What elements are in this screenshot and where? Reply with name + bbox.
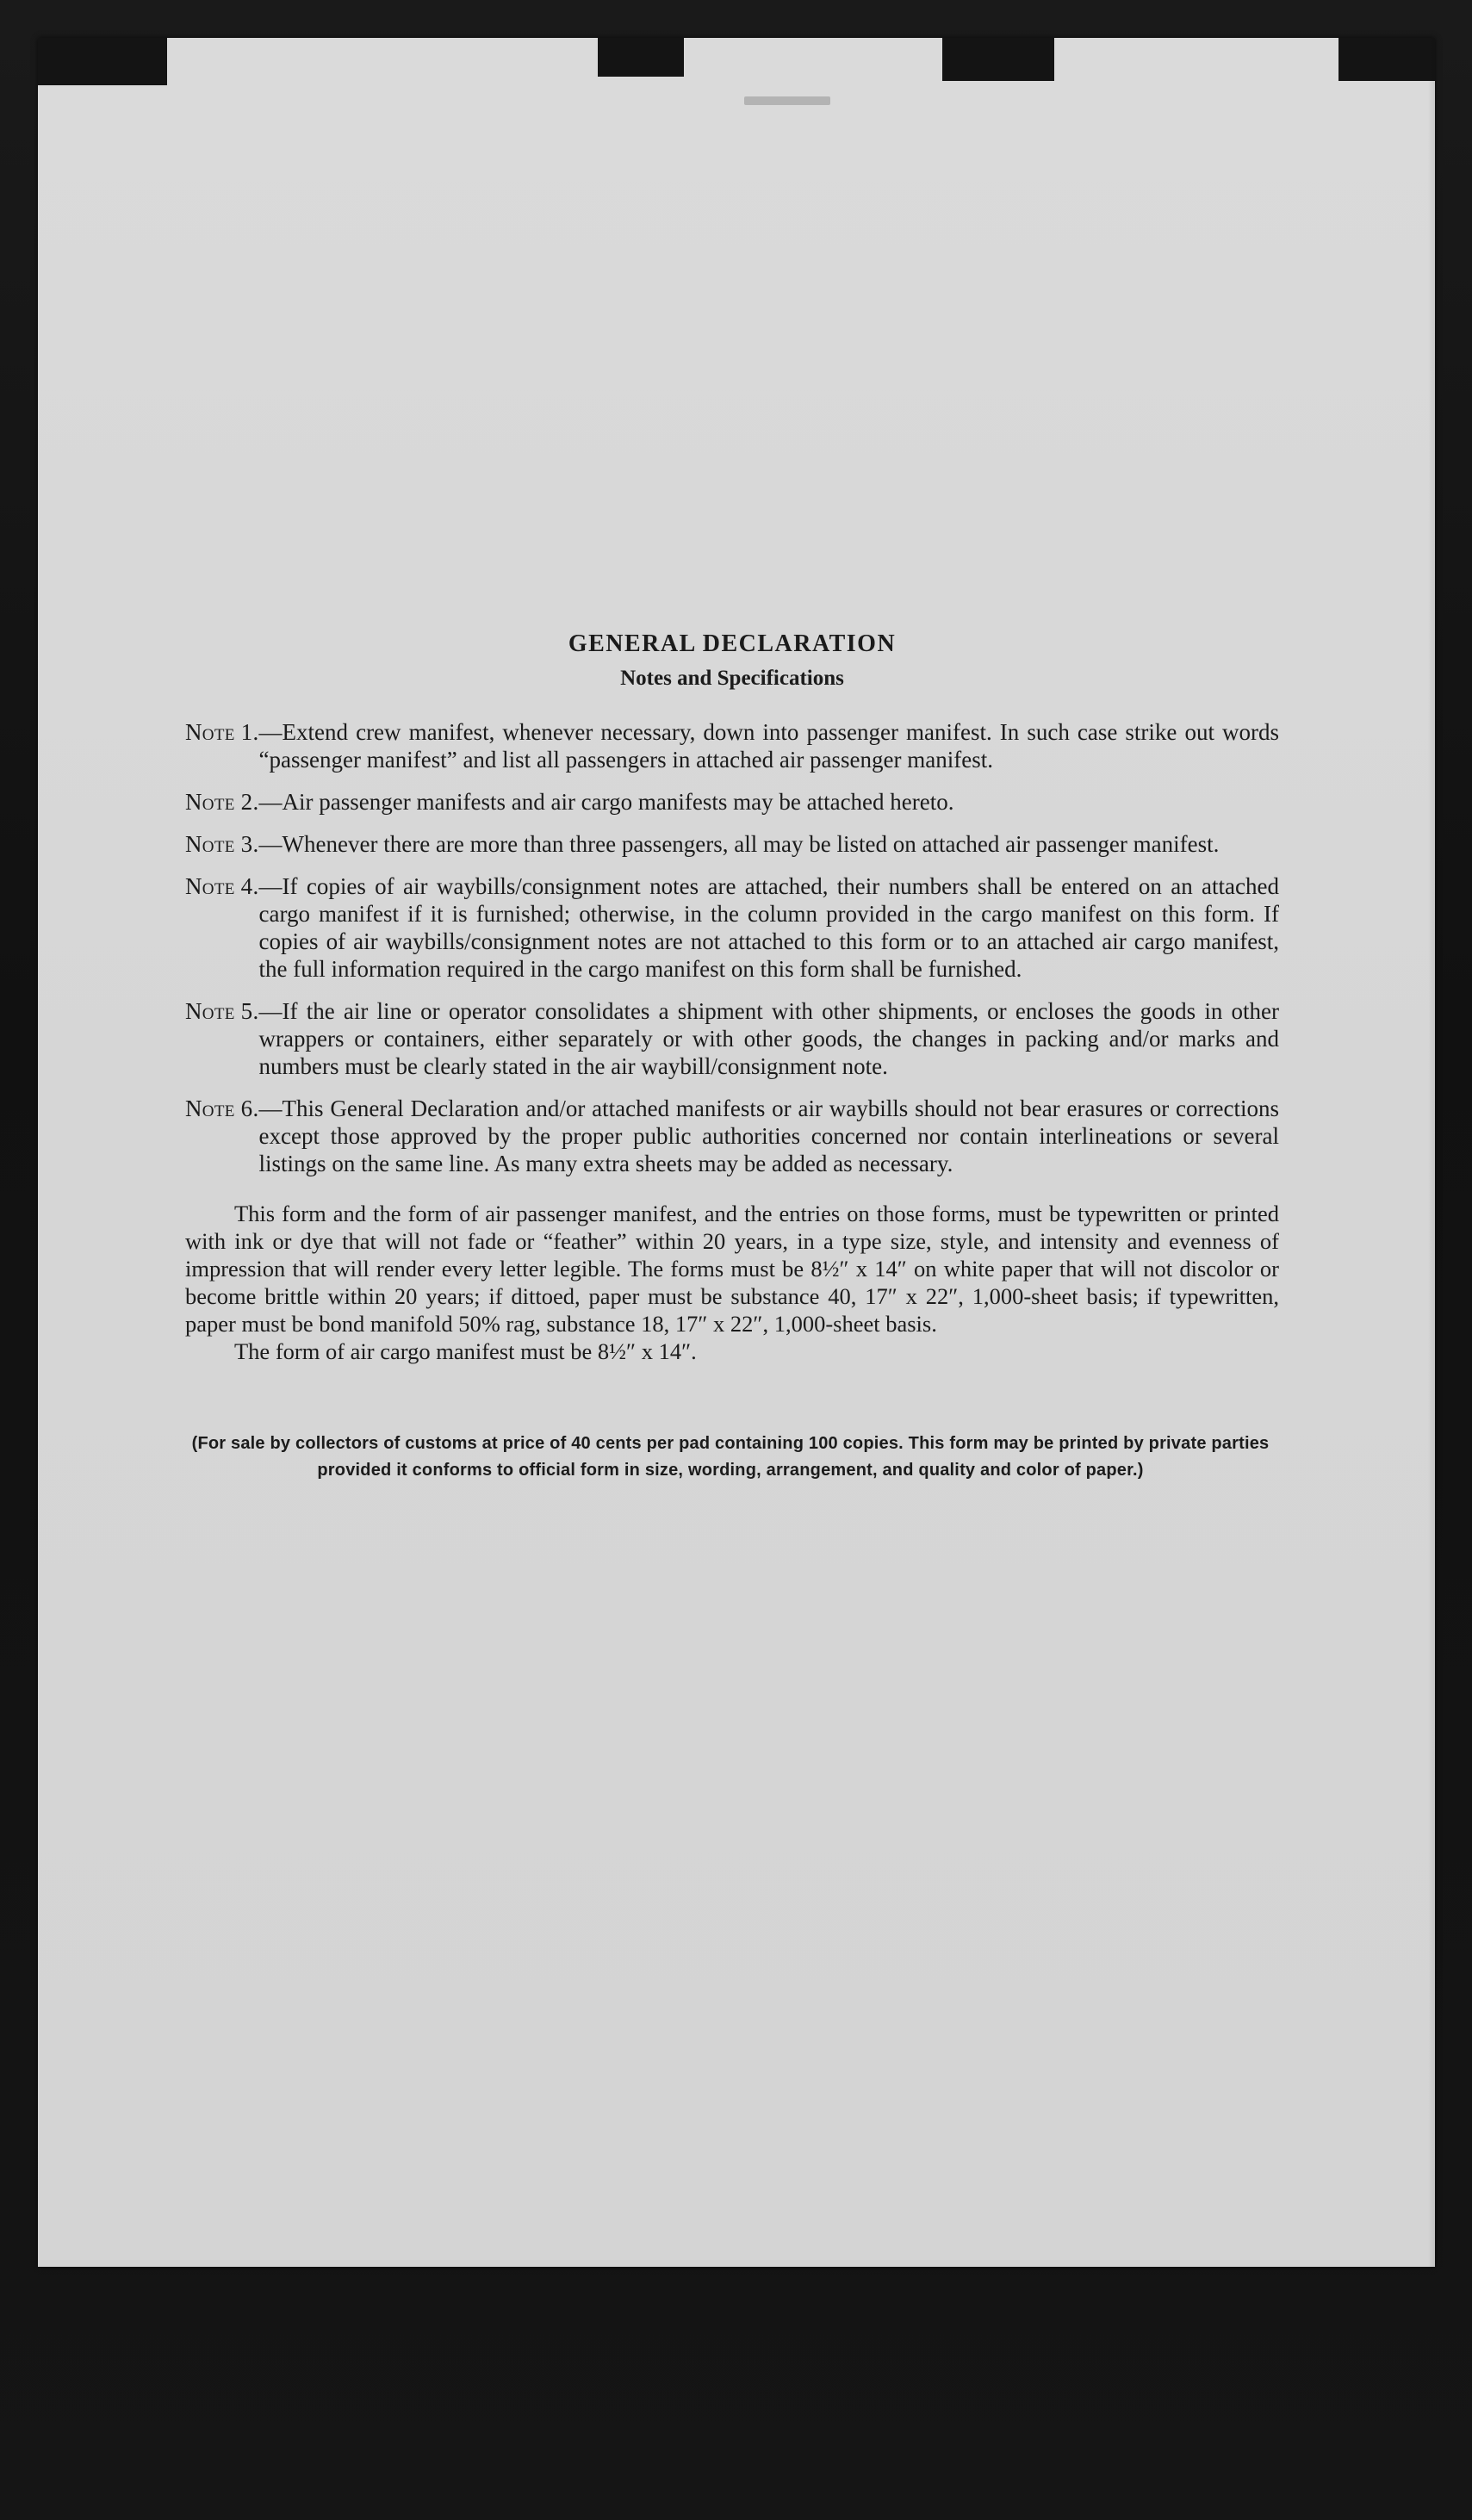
torn-edge <box>38 38 167 85</box>
note-text: —This General Declaration and/or attached manifests or air waybills should not bear erasures or corrections except those approved by the proper public authorities concerned nor contain interlineations or several listings on the same line. As many extra sheets may be added as necessary. <box>258 1096 1279 1176</box>
document-subtitle: Notes and Specifications <box>620 667 844 690</box>
note-label: Note 6. <box>185 1096 259 1121</box>
note-item <box>185 1095 1279 1177</box>
note-text: —Whenever there are more than three passengers, all may be listed on attached air passenger manifest. <box>258 831 1220 857</box>
document-title: GENERAL DECLARATION <box>568 630 897 657</box>
note-text: —Extend crew manifest, whenever necessary, down into passenger manifest. In such case strike out words “passenger manifest” and list all passengers in attached air passenger manifest. <box>258 719 1279 773</box>
specification-paragraph: This form and the form of air passenger manifest, and the entries on those forms, must be typewritten or printed with ink or dye that will not fade or “feather” within 20 years, in a type size, style, and intensity and evenness of impression that will render every letter legible. The forms must be 8½″ x 14″ on white paper that will not discolor or become brittle within 20 years; if dittoed, paper must be substance 40, 17″ x 22″, 1,000-sheet basis; if typewritten, paper must be bond manifold 50% rag, substance 18, 17″ x 22″, 1,000-sheet basis. <box>185 1201 1279 1337</box>
note-text: —Air passenger manifests and air cargo manifests may be attached hereto. <box>258 789 954 815</box>
sale-notice: (For sale by collectors of customs at price of 40 cents per pad containing 100 copies. This form may be printed by private parties provided it conforms to official form in size, wording, arrangement, and quality and color of paper.) <box>191 1434 1270 1480</box>
cargo-manifest-size-paragraph: The form of air cargo manifest must be 8½″ x 14″. <box>234 1338 697 1364</box>
note-label: Note 4. <box>185 873 259 899</box>
note-label: Note 1. <box>185 719 259 745</box>
note-text: —If copies of air waybills/consignment notes are attached, their numbers shall be entered on an attached cargo manifest if it is furnished; otherwise, in the column provided in the cargo manifest on this form. If copies of air waybills/consignment notes are not attached to this form or to an attached air cargo manifest, the full information required in the cargo manifest on this form shall be furnished. <box>258 873 1279 982</box>
document-page <box>38 38 1435 2267</box>
note-label: Note 2. <box>185 789 259 815</box>
note-item <box>185 830 1279 858</box>
torn-edge <box>1338 38 1435 81</box>
declaration-notes <box>185 627 1279 1484</box>
note-text: —If the air line or operator consolidates a shipment with other shipments, or encloses the goods in other wrappers or containers, either separately or with other goods, the changes in packing and/or marks and numbers must be clearly stated in the air waybill/consignment note. <box>258 998 1279 1079</box>
note-item <box>185 872 1279 983</box>
ink-smudge <box>744 96 830 105</box>
torn-edge <box>942 38 1054 81</box>
torn-edge <box>598 38 684 77</box>
note-label: Note 3. <box>185 831 259 857</box>
note-item <box>185 997 1279 1080</box>
page-edge-shadow <box>1428 38 1435 2267</box>
note-item <box>185 788 1279 816</box>
note-item <box>185 718 1279 773</box>
note-label: Note 5. <box>185 998 259 1024</box>
